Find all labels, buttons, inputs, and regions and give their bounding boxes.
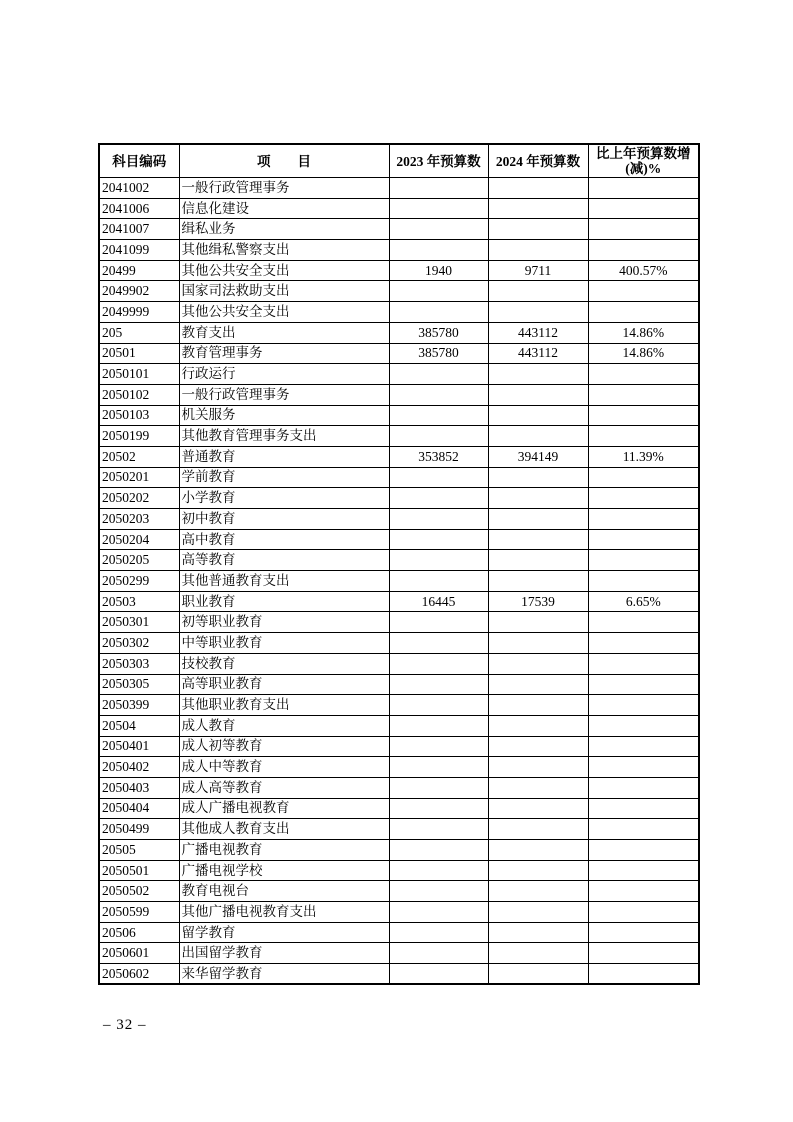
table-row	[99, 633, 699, 654]
cell-budget-2023	[389, 964, 488, 985]
cell-subject-code: 2050403	[99, 777, 179, 798]
cell-item-name: 缉私业务	[179, 219, 389, 240]
cell-budget-2023	[389, 219, 488, 240]
cell-budget-2024	[488, 529, 588, 550]
cell-subject-code: 2050102	[99, 384, 179, 405]
cell-budget-2023: 385780	[389, 343, 488, 364]
cell-budget-2023	[389, 715, 488, 736]
cell-budget-2024	[488, 715, 588, 736]
table-row	[99, 405, 699, 426]
cell-subject-code: 2050202	[99, 488, 179, 509]
cell-item-name: 广播电视教育	[179, 840, 389, 861]
table-row	[99, 260, 699, 281]
cell-subject-code: 2050305	[99, 674, 179, 695]
cell-item-name: 行政运行	[179, 364, 389, 385]
cell-subject-code: 2041006	[99, 198, 179, 219]
table-row	[99, 322, 699, 343]
cell-budget-2024	[488, 198, 588, 219]
cell-subject-code: 20505	[99, 840, 179, 861]
cell-change-percent	[588, 509, 699, 530]
cell-change-percent	[588, 364, 699, 385]
cell-item-name: 中等职业教育	[179, 633, 389, 654]
cell-budget-2024	[488, 777, 588, 798]
cell-budget-2023	[389, 757, 488, 778]
table-row	[99, 612, 699, 633]
cell-budget-2024: 17539	[488, 591, 588, 612]
cell-change-percent	[588, 860, 699, 881]
cell-budget-2024: 9711	[488, 260, 588, 281]
cell-budget-2024: 443112	[488, 343, 588, 364]
cell-change-percent	[588, 777, 699, 798]
cell-budget-2023	[389, 777, 488, 798]
table-row	[99, 384, 699, 405]
cell-budget-2023	[389, 550, 488, 571]
cell-item-name: 广播电视学校	[179, 860, 389, 881]
cell-subject-code: 20501	[99, 343, 179, 364]
table-row	[99, 426, 699, 447]
cell-change-percent	[588, 240, 699, 261]
cell-budget-2023: 16445	[389, 591, 488, 612]
cell-item-name: 技校教育	[179, 653, 389, 674]
cell-subject-code: 20502	[99, 446, 179, 467]
page-number: – 32 –	[103, 1017, 147, 1033]
header-change-percent	[588, 144, 699, 178]
cell-change-percent: 6.65%	[588, 591, 699, 612]
cell-subject-code: 2050203	[99, 509, 179, 530]
cell-change-percent	[588, 219, 699, 240]
cell-budget-2024	[488, 798, 588, 819]
cell-change-percent	[588, 881, 699, 902]
cell-budget-2023	[389, 281, 488, 302]
cell-budget-2023: 385780	[389, 322, 488, 343]
cell-budget-2023	[389, 798, 488, 819]
cell-budget-2024	[488, 571, 588, 592]
cell-subject-code: 2050201	[99, 467, 179, 488]
table-body	[99, 178, 699, 985]
cell-subject-code: 2050302	[99, 633, 179, 654]
table-row	[99, 674, 699, 695]
cell-change-percent	[588, 384, 699, 405]
cell-budget-2023	[389, 384, 488, 405]
cell-budget-2023	[389, 819, 488, 840]
cell-budget-2024	[488, 819, 588, 840]
cell-item-name: 其他教育管理事务支出	[179, 426, 389, 447]
table-row	[99, 840, 699, 861]
cell-budget-2024	[488, 240, 588, 261]
cell-item-name: 高中教育	[179, 529, 389, 550]
cell-item-name: 成人教育	[179, 715, 389, 736]
cell-change-percent	[588, 819, 699, 840]
table-row	[99, 198, 699, 219]
cell-change-percent	[588, 757, 699, 778]
cell-change-percent	[588, 178, 699, 199]
cell-change-percent: 11.39%	[588, 446, 699, 467]
cell-change-percent	[588, 198, 699, 219]
table-row	[99, 757, 699, 778]
cell-budget-2023	[389, 674, 488, 695]
cell-budget-2023	[389, 860, 488, 881]
cell-item-name: 高等教育	[179, 550, 389, 571]
table-row	[99, 550, 699, 571]
header-subject-code: 科目编码	[99, 144, 179, 178]
cell-subject-code: 2050399	[99, 695, 179, 716]
cell-subject-code: 2050402	[99, 757, 179, 778]
cell-budget-2023	[389, 695, 488, 716]
cell-item-name: 教育电视台	[179, 881, 389, 902]
cell-budget-2023: 1940	[389, 260, 488, 281]
cell-budget-2023	[389, 736, 488, 757]
cell-subject-code: 2050602	[99, 964, 179, 985]
cell-budget-2023	[389, 509, 488, 530]
cell-change-percent	[588, 467, 699, 488]
cell-budget-2024	[488, 902, 588, 923]
cell-item-name: 学前教育	[179, 467, 389, 488]
cell-subject-code: 2050499	[99, 819, 179, 840]
budget-table	[98, 143, 700, 985]
cell-budget-2024	[488, 467, 588, 488]
cell-budget-2023	[389, 240, 488, 261]
cell-subject-code: 20503	[99, 591, 179, 612]
cell-budget-2023	[389, 529, 488, 550]
cell-item-name: 初等职业教育	[179, 612, 389, 633]
cell-item-name: 教育管理事务	[179, 343, 389, 364]
table-row	[99, 819, 699, 840]
cell-subject-code: 2050601	[99, 943, 179, 964]
cell-subject-code: 2050303	[99, 653, 179, 674]
cell-subject-code: 2050502	[99, 881, 179, 902]
cell-item-name: 其他成人教育支出	[179, 819, 389, 840]
cell-item-name: 其他缉私警察支出	[179, 240, 389, 261]
cell-item-name: 其他普通教育支出	[179, 571, 389, 592]
table-row	[99, 922, 699, 943]
cell-subject-code: 2050205	[99, 550, 179, 571]
cell-budget-2024	[488, 653, 588, 674]
table-row	[99, 467, 699, 488]
cell-budget-2023	[389, 467, 488, 488]
cell-change-percent	[588, 550, 699, 571]
cell-budget-2023	[389, 364, 488, 385]
cell-change-percent: 400.57%	[588, 260, 699, 281]
header-row	[99, 144, 699, 178]
header-change-percent-line2: (减)%	[625, 161, 662, 176]
cell-item-name: 高等职业教育	[179, 674, 389, 695]
header-item: 项 目	[179, 144, 389, 178]
table-row	[99, 964, 699, 985]
table-row	[99, 943, 699, 964]
table-row	[99, 777, 699, 798]
cell-item-name: 信息化建设	[179, 198, 389, 219]
table-row	[99, 302, 699, 323]
header-budget-2024: 2024 年预算数	[488, 144, 588, 178]
cell-item-name: 其他公共安全支出	[179, 260, 389, 281]
cell-budget-2024	[488, 860, 588, 881]
cell-item-name: 其他公共安全支出	[179, 302, 389, 323]
cell-budget-2023	[389, 302, 488, 323]
cell-budget-2024	[488, 881, 588, 902]
cell-budget-2024	[488, 302, 588, 323]
table-row	[99, 736, 699, 757]
cell-change-percent	[588, 736, 699, 757]
cell-budget-2024	[488, 281, 588, 302]
cell-subject-code: 2041002	[99, 178, 179, 199]
cell-budget-2023	[389, 405, 488, 426]
cell-change-percent	[588, 922, 699, 943]
cell-subject-code: 2050501	[99, 860, 179, 881]
cell-budget-2024	[488, 488, 588, 509]
cell-budget-2024	[488, 964, 588, 985]
cell-item-name: 初中教育	[179, 509, 389, 530]
cell-budget-2023	[389, 488, 488, 509]
cell-subject-code: 2050401	[99, 736, 179, 757]
cell-change-percent	[588, 840, 699, 861]
cell-change-percent	[588, 633, 699, 654]
cell-subject-code: 2049902	[99, 281, 179, 302]
cell-budget-2023	[389, 178, 488, 199]
table-row	[99, 281, 699, 302]
cell-budget-2023	[389, 881, 488, 902]
table-row	[99, 902, 699, 923]
cell-budget-2024	[488, 509, 588, 530]
cell-change-percent	[588, 653, 699, 674]
cell-budget-2024	[488, 612, 588, 633]
header-change-percent-line1: 比上年预算数增	[596, 146, 691, 161]
cell-change-percent	[588, 405, 699, 426]
table-row	[99, 860, 699, 881]
table-row	[99, 219, 699, 240]
cell-subject-code: 2050103	[99, 405, 179, 426]
table-row	[99, 364, 699, 385]
cell-item-name: 机关服务	[179, 405, 389, 426]
table-row	[99, 178, 699, 199]
cell-budget-2023	[389, 633, 488, 654]
cell-change-percent	[588, 426, 699, 447]
cell-change-percent	[588, 302, 699, 323]
cell-change-percent	[588, 798, 699, 819]
cell-item-name: 成人广播电视教育	[179, 798, 389, 819]
cell-item-name: 一般行政管理事务	[179, 384, 389, 405]
cell-change-percent	[588, 964, 699, 985]
cell-change-percent	[588, 571, 699, 592]
cell-change-percent	[588, 902, 699, 923]
table-row	[99, 881, 699, 902]
cell-budget-2023: 353852	[389, 446, 488, 467]
cell-budget-2024	[488, 674, 588, 695]
cell-budget-2024	[488, 178, 588, 199]
cell-item-name: 一般行政管理事务	[179, 178, 389, 199]
cell-budget-2023	[389, 612, 488, 633]
cell-budget-2024	[488, 757, 588, 778]
cell-item-name: 教育支出	[179, 322, 389, 343]
cell-change-percent	[588, 715, 699, 736]
cell-change-percent	[588, 612, 699, 633]
cell-item-name: 小学教育	[179, 488, 389, 509]
cell-change-percent: 14.86%	[588, 322, 699, 343]
table-header	[99, 144, 699, 178]
table-row	[99, 529, 699, 550]
table-row	[99, 571, 699, 592]
cell-budget-2024	[488, 219, 588, 240]
table-row	[99, 798, 699, 819]
cell-subject-code: 20506	[99, 922, 179, 943]
cell-item-name: 出国留学教育	[179, 943, 389, 964]
cell-change-percent	[588, 695, 699, 716]
cell-budget-2024	[488, 840, 588, 861]
cell-subject-code: 2049999	[99, 302, 179, 323]
cell-budget-2023	[389, 943, 488, 964]
cell-subject-code: 205	[99, 322, 179, 343]
table-row	[99, 591, 699, 612]
cell-item-name: 留学教育	[179, 922, 389, 943]
table-row	[99, 653, 699, 674]
cell-budget-2023	[389, 840, 488, 861]
cell-budget-2023	[389, 653, 488, 674]
table-row	[99, 446, 699, 467]
table-row	[99, 695, 699, 716]
cell-budget-2024	[488, 695, 588, 716]
cell-item-name: 其他职业教育支出	[179, 695, 389, 716]
cell-item-name: 国家司法救助支出	[179, 281, 389, 302]
cell-budget-2024	[488, 922, 588, 943]
cell-budget-2024	[488, 943, 588, 964]
cell-budget-2024	[488, 364, 588, 385]
cell-budget-2023	[389, 922, 488, 943]
cell-subject-code: 2041099	[99, 240, 179, 261]
table-row	[99, 509, 699, 530]
cell-subject-code: 2050204	[99, 529, 179, 550]
cell-budget-2024	[488, 426, 588, 447]
cell-item-name: 成人初等教育	[179, 736, 389, 757]
cell-item-name: 来华留学教育	[179, 964, 389, 985]
cell-item-name: 普通教育	[179, 446, 389, 467]
cell-change-percent	[588, 529, 699, 550]
cell-subject-code: 20504	[99, 715, 179, 736]
table-row	[99, 240, 699, 261]
cell-budget-2024	[488, 384, 588, 405]
cell-item-name: 成人高等教育	[179, 777, 389, 798]
cell-budget-2024	[488, 736, 588, 757]
cell-budget-2024	[488, 633, 588, 654]
cell-subject-code: 2041007	[99, 219, 179, 240]
cell-budget-2024: 394149	[488, 446, 588, 467]
cell-budget-2024	[488, 550, 588, 571]
cell-subject-code: 2050404	[99, 798, 179, 819]
cell-item-name: 职业教育	[179, 591, 389, 612]
cell-subject-code: 2050299	[99, 571, 179, 592]
cell-change-percent	[588, 281, 699, 302]
table-row	[99, 488, 699, 509]
cell-change-percent	[588, 943, 699, 964]
cell-subject-code: 2050599	[99, 902, 179, 923]
cell-subject-code: 2050101	[99, 364, 179, 385]
cell-budget-2023	[389, 571, 488, 592]
cell-budget-2023	[389, 198, 488, 219]
cell-budget-2024	[488, 405, 588, 426]
header-budget-2023: 2023 年预算数	[389, 144, 488, 178]
cell-subject-code: 2050301	[99, 612, 179, 633]
cell-item-name: 其他广播电视教育支出	[179, 902, 389, 923]
table-row	[99, 343, 699, 364]
cell-subject-code: 2050199	[99, 426, 179, 447]
cell-subject-code: 20499	[99, 260, 179, 281]
cell-budget-2023	[389, 902, 488, 923]
cell-item-name: 成人中等教育	[179, 757, 389, 778]
table-row	[99, 715, 699, 736]
cell-change-percent	[588, 488, 699, 509]
cell-change-percent: 14.86%	[588, 343, 699, 364]
cell-budget-2024: 443112	[488, 322, 588, 343]
cell-change-percent	[588, 674, 699, 695]
cell-budget-2023	[389, 426, 488, 447]
